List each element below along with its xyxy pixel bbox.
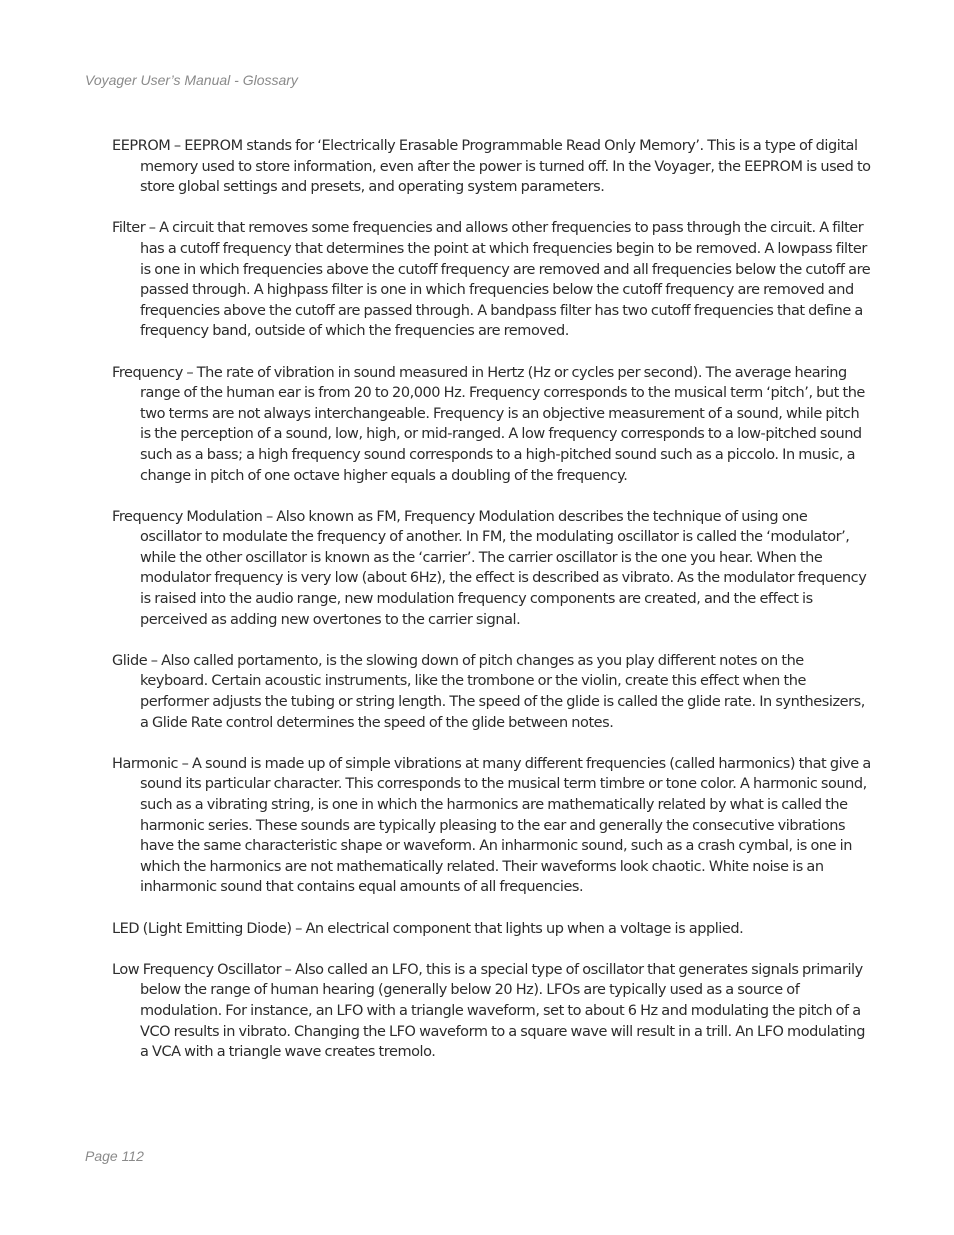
glossary-entry-filter: Filter – A circuit that removes some frequencies and allows other frequencies to pass through the circuit. A filter has a cutoff frequency that determines the point at which frequencies begin to be removed. A lowpass filter is one in which frequencies above the cutoff frequency are removed and all frequencies below the cutoff are passed through. A highpass filter is one in which frequencies below the cutoff frequency are removed and frequencies above the cutoff are passed through. A bandpass filter has two cutoff frequencies that define a frequency band, outside of which the frequencies are removed. xyxy=(112,220,871,340)
glossary-entry-frequency-modulation: Frequency Modulation – Also known as FM, Frequency Modulation describes the technique of using one oscillator to modulate the frequency of another. In FM, the modulating oscillator is called the ‘modulator’, while the other oscillator is known as the ‘carrier’. The carrier oscillator is the one you hear. When the modulator frequency is very low (about 6Hz), the effect is described as vibrato. As the modulator frequency is raised into the audio range, new modulation frequency components are created, and the effect is perceived as adding new overtones to the carrier signal. xyxy=(112,508,867,628)
glossary-entry-frequency: Frequency – The rate of vibration in sound measured in Hertz (Hz or cycles per second). The average hearing range of the human ear is from 20 to 20,000 Hz. Frequency corresponds to the musical term ‘pitch’, but the two terms are not always interchangeable. Frequency is an objective measurement of a sound, while pitch is the perception of a sound, low, high, or mid-ranged. A low frequency corresponds to a low-pitched sound such as a bass; a high frequency sound corresponds to a high-pitched sound such as a piccolo. In music, a change in pitch of one octave higher equals a doubling of the frequency. xyxy=(112,364,865,484)
glossary-list xyxy=(112,136,872,1083)
glossary-entry-low-frequency-oscillator: Low Frequency Oscillator – Also called an LFO, this is a special type of oscillator that generates signals primarily below the range of human hearing (generally below 20 Hz). LFOs are typically used as a source of modulation. For instance, an LFO with a triangle waveform, set to about 6 Hz and modulating the pitch of a VCO results in vibrato. Changing the LFO waveform to a square wave will result in a trill. An LFO modulating a VCA with a triangle wave creates tremolo. xyxy=(112,961,865,1061)
running-header: Voyager User’s Manual - Glossary xyxy=(85,72,298,88)
glossary-entry-led: LED (Light Emitting Diode) – An electrical component that lights up when a voltage is applied. xyxy=(112,920,744,937)
glossary-entry-glide: Glide – Also called portamento, is the slowing down of pitch changes as you play different notes on the keyboard. Certain acoustic instruments, like the trombone or the violin, create this effect when the performer adjusts the tubing or string length. The speed of the glide is called the glide rate. In synthesizers, a Glide Rate control determines the speed of the glide between notes. xyxy=(112,652,865,731)
page-number: Page 112 xyxy=(85,1148,144,1164)
glossary-entry-eeprom: EEPROM – EEPROM stands for ‘Electrically Erasable Programmable Read Only Memory’. This is a type of digital memory used to store information, even after the power is turned off. In the Voyager, the EEPROM is used to store global settings and presets, and operating system parameters. xyxy=(112,138,871,196)
glossary-entry-harmonic: Harmonic – A sound is made up of simple vibrations at many different frequencies (called harmonics) that give a sound its particular character. This corresponds to the musical term timbre or tone color. A harmonic sound, such as a vibrating string, is one in which the harmonics are mathematically related by what is called the harmonic series. These sounds are typically pleasing to the ear and generally the consecutive vibrations have the same characteristic shape or waveform. An inharmonic sound, such as a crash cymbal, is one in which the harmonics are not mathematically related. Their waveforms look chaotic. White noise is an inharmonic sound that contains equal amounts of all frequencies. xyxy=(112,755,871,896)
